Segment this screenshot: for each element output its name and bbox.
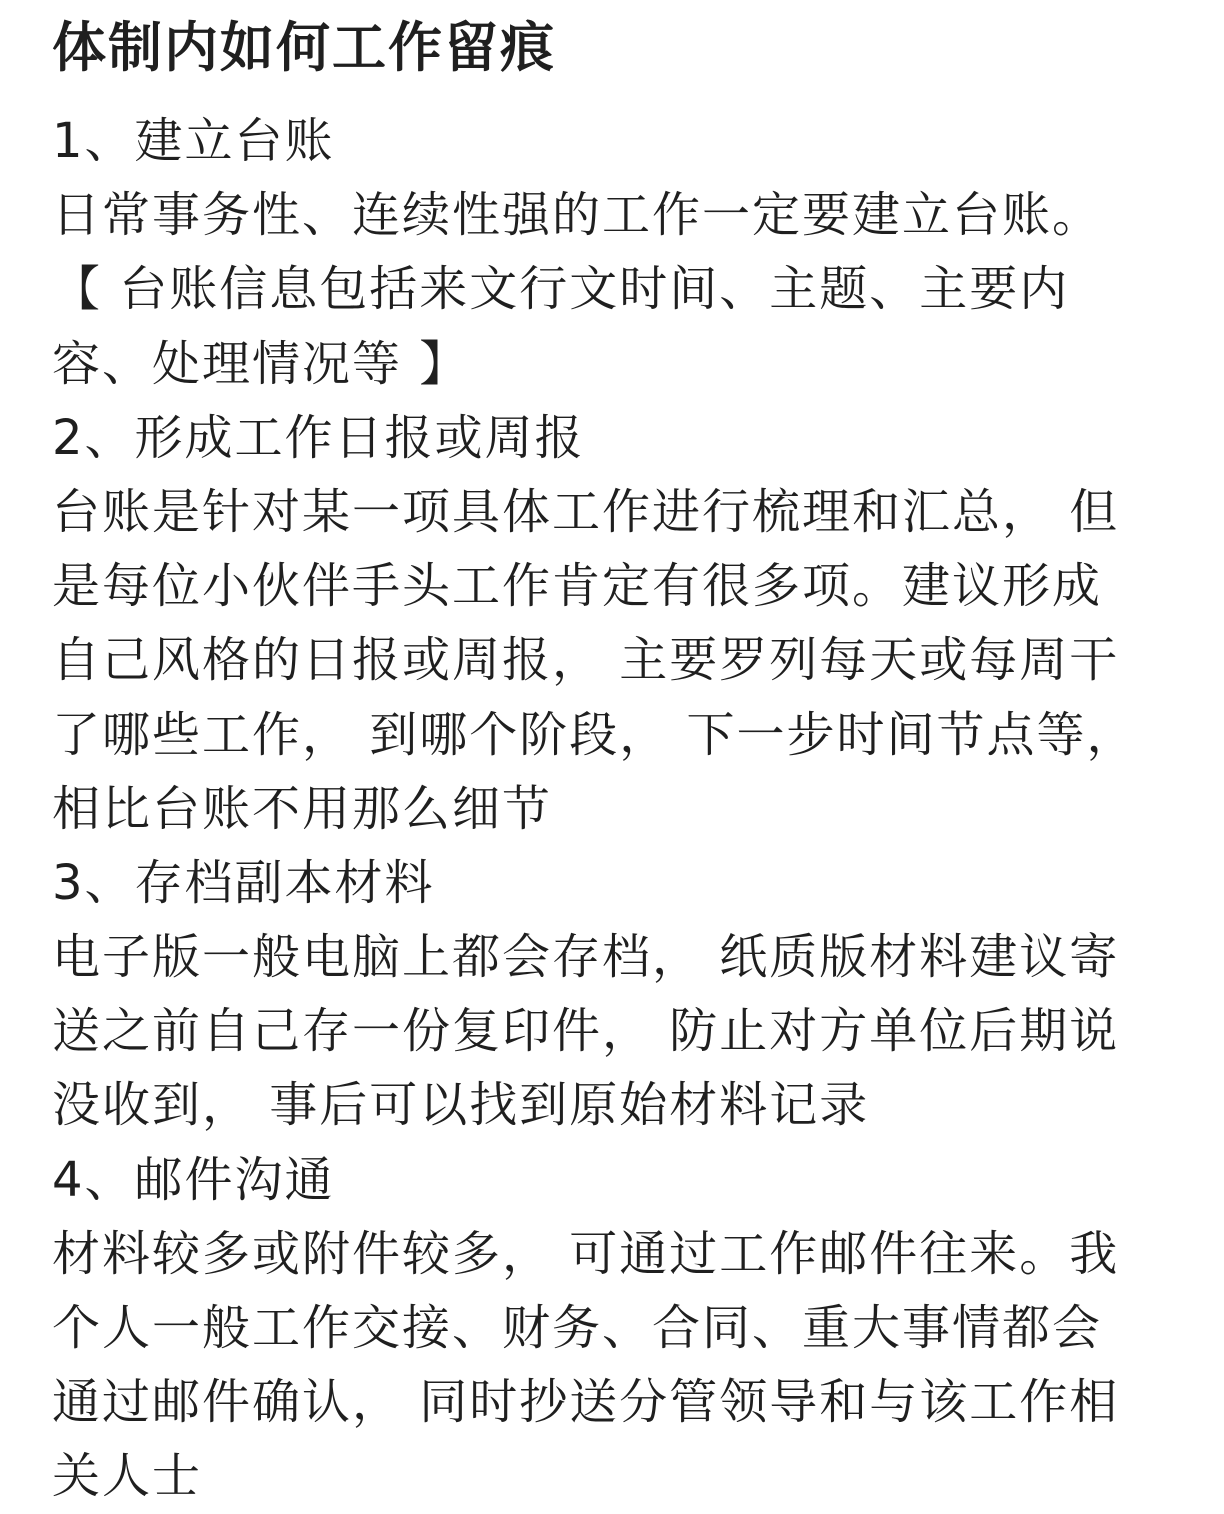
section-heading: 2、形成工作日报或周报: [52, 409, 585, 466]
body-line: 了哪些工作， 到哪个阶段， 下一步时间节点等，: [52, 706, 1137, 763]
body-line: 日常事务性、连续性强的工作一定要建立台账。: [52, 187, 1103, 244]
body-line: 电子版一般电脑上都会存档， 纸质版材料建议寄: [52, 929, 1120, 986]
body-line: 容、处理情况等 】: [52, 335, 470, 392]
body-line: 台账是针对某一项具体工作进行梳理和汇总， 但: [52, 483, 1120, 540]
section-2: [52, 401, 1162, 846]
body-line: 个人一般工作交接、财务、合同、重大事情都会: [52, 1300, 1103, 1356]
article: [52, 12, 1162, 1514]
section-3: [52, 846, 1162, 1143]
body-line: 通过邮件确认， 同时抄送分管领导和与该工作相: [52, 1374, 1120, 1431]
section-heading: 1、建立台账: [52, 113, 335, 169]
body-line: 【 台账信息包括来文行文时间、主题、主要内: [52, 261, 1070, 318]
body-line: 自己风格的日报或周报， 主要罗列每天或每周干: [52, 632, 1120, 689]
body-line: 是每位小伙伴手头工作肯定有很多项。建议形成: [52, 558, 1103, 615]
body-line: 没收到， 事后可以找到原始材料记录: [52, 1077, 870, 1134]
body-line: 关人士: [52, 1448, 203, 1505]
section-1: [52, 104, 1162, 401]
body-line: 材料较多或附件较多， 可通过工作邮件往来。我: [52, 1225, 1120, 1282]
section-heading: 3、存档副本材料: [52, 854, 435, 911]
body-line: 相比台账不用那么细节: [52, 780, 553, 837]
body-line: 送之前自己存一份复印件， 防止对方单位后期说: [52, 1003, 1120, 1060]
section-4: [52, 1143, 1162, 1514]
section-heading: 4、邮件沟通: [52, 1151, 335, 1208]
article-title: 体制内如何工作留痕: [52, 16, 556, 79]
